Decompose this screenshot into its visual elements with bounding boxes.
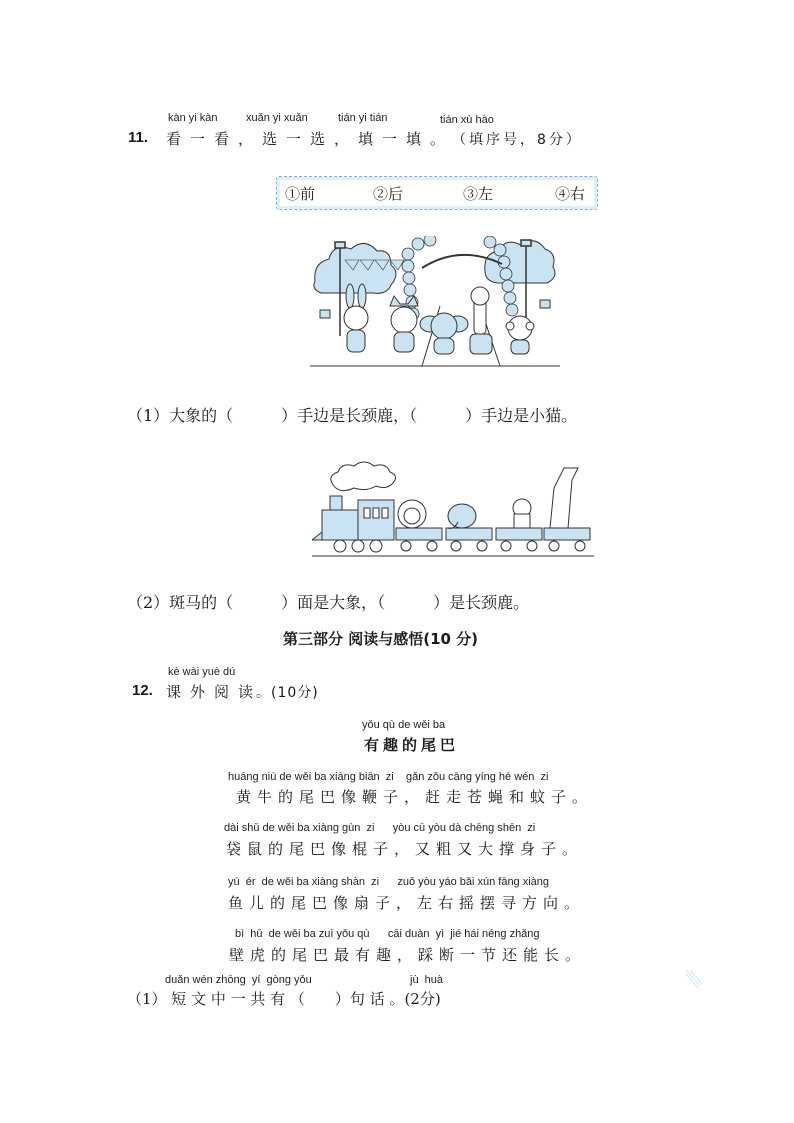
q12-note: 。(10分) — [256, 685, 319, 701]
q11-pinyin-4: tián xù hào — [440, 114, 494, 126]
q11-pinyin-3: tián yi tián — [338, 112, 388, 124]
option-back: ②后 — [373, 185, 404, 203]
option-front: ①前 — [285, 185, 316, 203]
q11-item-2: （2）斑马的（ ）面是大象，（ ）是长颈鹿。 — [127, 593, 530, 612]
options-box — [276, 176, 598, 210]
poem-line-3: 鱼儿的尾巴像扇子，左右摇摆寻方向。 — [228, 894, 586, 912]
section3-title: 第三部分 阅读与感悟(10 分) — [283, 630, 479, 648]
q12-sub1-pinyin-b: jù huà — [410, 974, 444, 986]
q12-prompt: 课外阅读 — [166, 683, 263, 701]
q11-number: 11. — [128, 129, 149, 146]
q11-prompt: 看一看，选一选，填一填。 — [166, 130, 455, 148]
q12-sub1-pinyin-a: duǎn wén zhōng yí gòng yǒu — [165, 974, 312, 986]
poem-line-4: 壁虎的尾巴最有趣，踩断一节还能长。 — [229, 946, 587, 964]
option-left: ③左 — [463, 185, 494, 203]
article-title-pinyin: yǒu qù de wěi ba — [362, 719, 446, 731]
poem-line-2: 袋鼠的尾巴像棍子，又粗又大撑身子。 — [226, 840, 584, 858]
option-right: ④右 — [555, 185, 586, 203]
poem-line-3-pinyin: yú ér de wěi ba xiàng shàn zi zuǒ yòu yáo bǎi xún fāng xiàng — [228, 876, 550, 888]
poem-line-1: 黄牛的尾巴像鞭子，赶走苍蝇和蚊子。 — [236, 788, 594, 806]
poem-line-4-pinyin: bì hǔ de wěi ba zuì yǒu qù cāi duàn yì jié hái néng zhǎng — [235, 928, 540, 940]
q11-note: （填序号，8分） — [452, 132, 583, 148]
poem-line-2-pinyin: dài shǔ de wěi ba xiàng gùn zi yòu cū yòu dà chēng shēn zi — [224, 822, 536, 834]
q12-pinyin: kè wài yuè dú — [168, 666, 236, 678]
train-illustration — [312, 456, 594, 560]
corner-decoration — [684, 968, 704, 990]
article-title: 有趣的尾巴 — [364, 736, 460, 754]
q12-sub1: （1） 短 文 中 一 共 有 （ ）句 话 。(2分) — [127, 990, 441, 1008]
q11-pinyin-2: xuǎn yi xuǎn — [246, 112, 308, 124]
q12-number: 12. — [132, 682, 153, 699]
q11-item-1: （1）大象的（ ）手边是长颈鹿，（ ）手边是小猫。 — [127, 406, 578, 425]
poem-line-1-pinyin: huáng niú de wěi ba xiàng biān zi gǎn zǒu cāng yíng hé wén zi — [228, 771, 549, 783]
park-animals-illustration — [310, 236, 560, 376]
q11-pinyin-1: kàn yi kàn — [168, 112, 218, 124]
